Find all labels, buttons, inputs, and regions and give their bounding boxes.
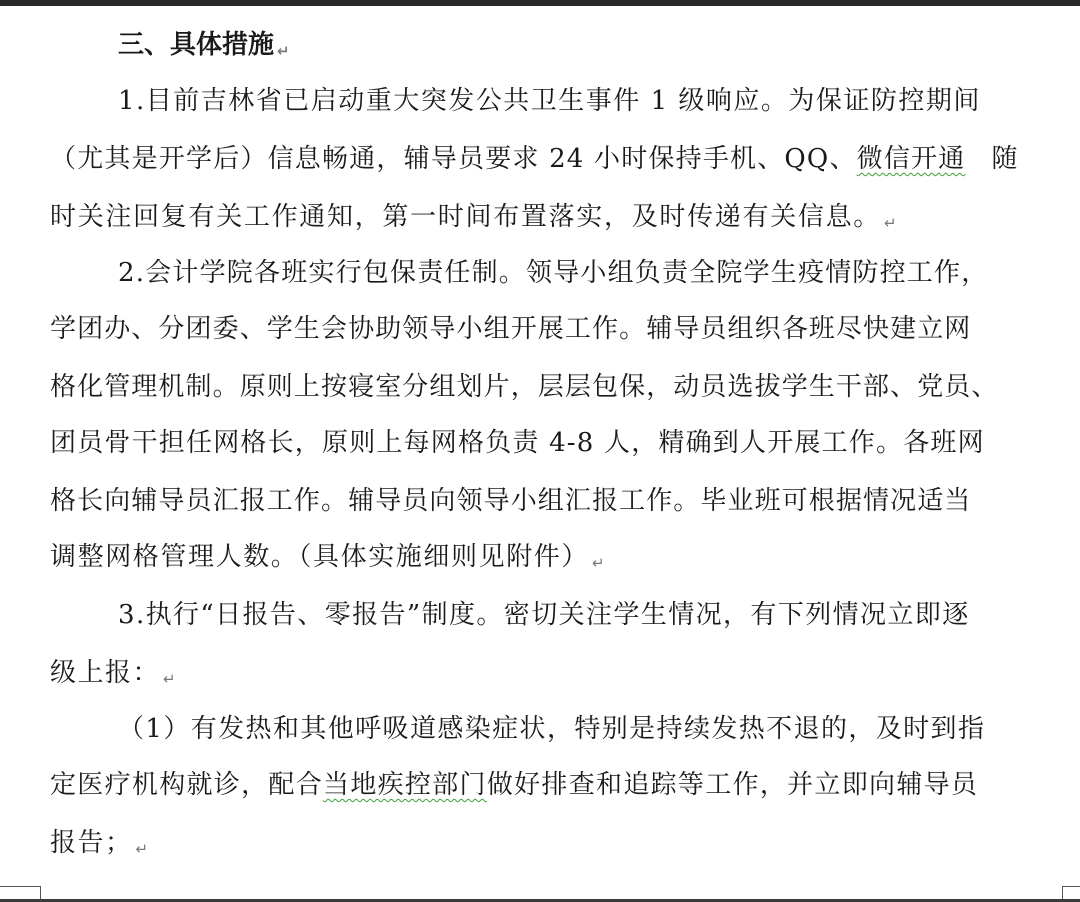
text-line-8: 格长向辅导员汇报工作。辅导员向领导小组汇报工作。毕业班可根据情况适当: [50, 486, 972, 516]
text-line-6: 格化管理机制。原则上按寝室分组划片，层层包保，动员选拔学生干部、党员、: [50, 372, 999, 402]
spellcheck-underlined-text: 微信开通: [856, 144, 966, 174]
paragraph-mark-icon: ↵: [884, 214, 899, 232]
text-line-13: 定医疗机构就诊，配合当地疾控部门做好排查和追踪等工作，并立即向辅导员: [50, 770, 979, 800]
text-line-1: 1.目前吉林省已启动重大突发公共卫生事件 1 级响应。为保证防控期间: [118, 86, 981, 116]
text-line-9: 调整网格管理人数。（具体实施细则见附件） ↵: [50, 542, 607, 572]
window-top-edge: [0, 0, 1080, 6]
spellcheck-underlined-text: 当地疾控部门: [323, 770, 487, 800]
text-line-10: 3.执行“日报告、零报告”制度。密切关注学生情况，有下列情况立即逐: [118, 600, 970, 630]
paragraph-mark-icon: ↵: [277, 42, 290, 60]
text-line-7: 团员骨干担任网格长，原则上每网格负责 4-8 人，精确到人开展工作。各班网: [50, 428, 985, 458]
text-line-12: （1）有发热和其他呼吸道感染症状，特别是持续发热不退的，及时到指: [118, 714, 986, 744]
paragraph-mark-icon: ↵: [163, 670, 178, 688]
text-line-2: （尤其是开学后）信息畅通，辅导员要求 24 小时保持手机、QQ、微信开通 随: [50, 144, 1019, 174]
text-line-3: 时关注回复有关工作通知，第一时间布置落实，及时传递有关信息。 ↵: [50, 202, 899, 232]
text-line-14: 报告； ↵: [50, 828, 150, 858]
text-line-11: 级上报： ↵: [50, 658, 178, 688]
paragraph-mark-icon: ↵: [135, 840, 150, 858]
text-line-5: 学团办、分团委、学生会协助领导小组开展工作。辅导员组织各班尽快建立网: [50, 314, 972, 344]
text-line-4: 2.会计学院各班实行包保责任制。领导小组负责全院学生疫情防控工作，: [118, 258, 989, 288]
section-heading: 三、具体措施 ↵: [118, 30, 290, 60]
paragraph-mark-icon: ↵: [592, 554, 607, 572]
